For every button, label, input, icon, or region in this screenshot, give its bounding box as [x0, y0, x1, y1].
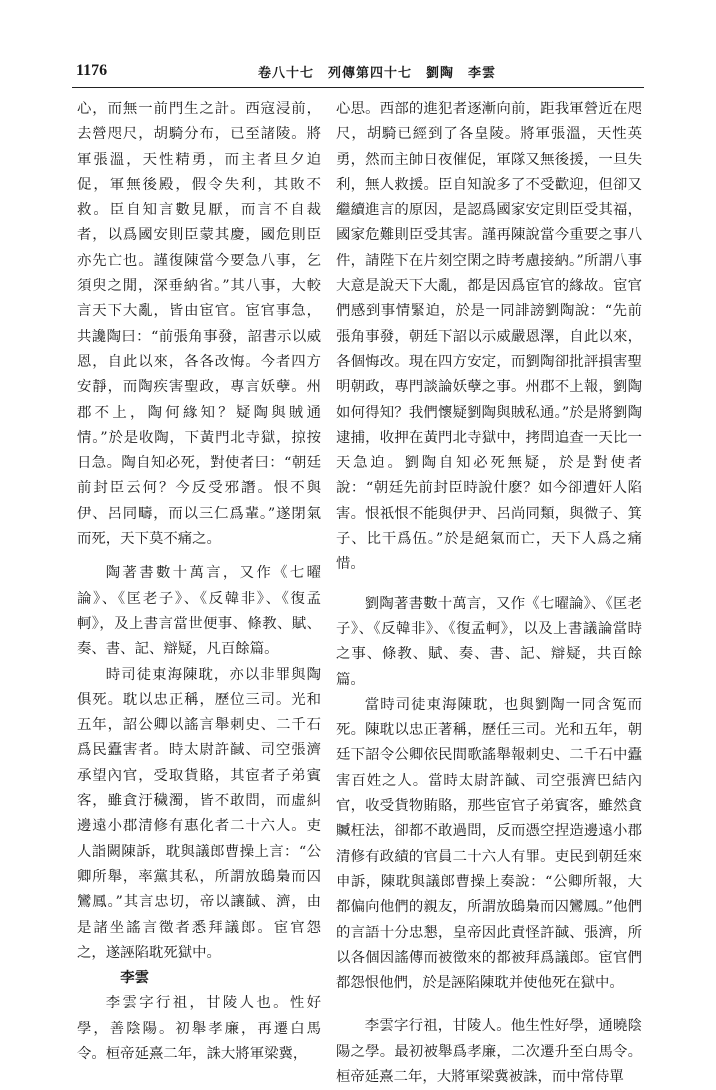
classical-paragraph: 時司徒東海陳耽，亦以非罪與陶俱死。耽以忠正稱，歷位三司。光和五年，詔公卿以謠言舉刺史、二千石爲民蠹害者。時太尉許馘、司空張濟承望內官，受取貨賂，其宦者子弟賓客，雖貪汙穢濁，皆不敢問，而虛糾邊遠小郡清修有惠化者二十六人。吏人詣闕陳訴，耽與議郎曹操上言：“公卿所舉，率黨其私，所謂放鴟梟而囚鸞鳳。”其言忠切，帝以讓馘、濟，由是諸坐謠言徵者悉拜議郎。宦官怨之，遂誣陷耽死獄中。	[77, 666, 321, 961]
classical-paragraph: 陶著書數十萬言，又作《七曜論》、《匡老子》、《反韓非》、《復孟軻》，及上書言當世便事、條教、賦、奏、書、記、辯疑，凡百餘篇。	[77, 565, 321, 658]
section-title: 李雲	[120, 970, 149, 987]
translation-column	[336, 97, 642, 1090]
classical-text-column	[77, 97, 321, 1067]
page-number: 1176	[76, 62, 108, 79]
translation-paragraph: 李雲字行祖，甘陵人。他生性好學，通曉陰陽之學。最初被舉爲孝廉，二次遷升至白馬令。桓帝延熹二年，大將軍梁冀被誅，而中常侍單	[336, 1018, 642, 1085]
classical-paragraph: 李雲字行祖，甘陵人也。性好學，善陰陽。初舉孝廉，再遷白馬令。桓帝延熹二年，誅大將軍梁冀，	[77, 995, 321, 1062]
header-rule	[72, 87, 644, 88]
translation-paragraph: 劉陶著書數十萬言，又作《七曜論》、《匡老子》、《反韓非》、《復孟軻》，以及上書議論當時之事、條教、賦、奏、書、記、辯疑，共百餘篇。	[336, 595, 642, 688]
running-header: 卷八十七 列傳第四十七 劉陶 李雲	[258, 66, 497, 81]
classical-paragraph: 心，而無一前門生之計。西寇浸前，去營咫尺，胡騎分布，已至諸陵。將軍張溫，天性精勇，而主者旦夕迫促，軍無後殿，假令失利，其敗不救。臣自知言數見厭，而言不自裁者，以爲國安則臣蒙其慶，國危則臣亦先亡也。謹復陳當今要急八事，乞須臾之閒，深垂納省。”其八事，大較言天下大亂，皆由宦官。宦官事急，共讒陶曰：“前張角事發，詔書示以威恩，自此以來，各各改悔。今者四方安靜，而陶疾害聖政，專言妖孽。州郡不上，陶何緣知？疑陶與賊通情。”於是收陶，下黃門北寺獄，掠按日急。陶自知必死，對使者曰：“朝廷前封臣云何？今反受邪譖。恨不與伊、呂同疇，而以三仁爲輩。”遂閉氣而死，天下莫不痛之。	[77, 101, 321, 548]
translation-paragraph: 心思。西部的進犯者逐漸向前，距我軍營近在咫尺，胡騎已經到了各皇陵。將軍張溫，天性英勇，然而主帥日夜催促，軍隊又無後援，一旦失利，無人救援。臣自知說多了不受歡迎，但卻又繼續進言的原因，是認爲國家安定則臣受其福，國家危難則臣受其害。謹再陳說當今重要之事八件，請陛下在片刻空閑之時考慮接納。”所謂八事大意是說天下大亂，都是因爲宦官的緣故。宦官們感到事情緊迫，於是一同誹謗劉陶說：“先前張角事發，朝廷下詔以示威嚴恩澤，自此以來，各個悔改。現在四方安定，而劉陶卻批評損害聖明朝政，專門談論妖孽之事。州郡不上報，劉陶如何得知？我們懷疑劉陶與賊私通。”於是將劉陶逮捕，收押在黃門北寺獄中，拷問追查一天比一天急迫。劉陶自知必死無疑，於是對使者說：“朝廷先前封臣時說什麽？如今卻遭奸人陷害。恨祇恨不能與伊尹、呂尚同類，與微子、箕子、比干爲伍。”於是絕氣而亡，天下人爲之痛惜。	[336, 101, 642, 573]
translation-paragraph: 當時司徒東海陳耽，也與劉陶一同含冤而死。陳耽以忠正著稱，歷任三司。光和五年，朝廷下詔令公卿依民間歌謠舉報刺史、二千石中蠹害百姓之人。當時太尉許馘、司空張濟巴結內官，收受貨物賄賂，那些宦官子弟賓客，雖然貪贓枉法，卻都不敢過問，反而憑空捏造邊遠小郡清修有政績的官員二十六人有罪。吏民到朝廷來申訴，陳耽與議郎曹操上奏說：“公卿所報，大都偏向他們的親友，所謂放鴟梟而囚鸞鳳。”他們的言語十分忠懇，皇帝因此責怪許馘、張濟，所以各個因謠傳而被徵來的都被拜爲議郎。宦官們都怨恨他們，於是誣陷陳耽并使他死在獄中。	[336, 696, 642, 992]
